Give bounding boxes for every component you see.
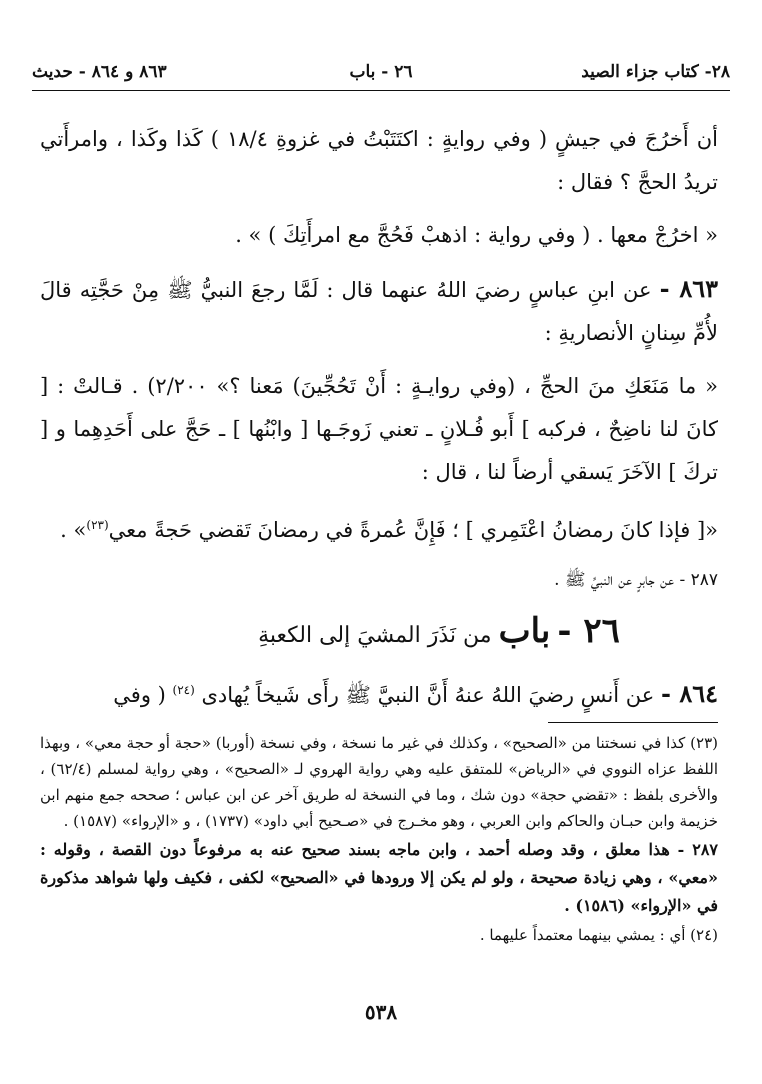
note-287: ٢٨٧ - عن جابرٍ عن النبيِّ ﷺ . (554, 570, 718, 590)
header-divider (32, 90, 730, 91)
page-number: ٥٣٨ (364, 1000, 398, 1024)
paragraph-prophet-reply: « اخرُجْ معها . ( وفي رواية : اذهبْ فَحُجَّ مع امرأَتِكَ ) » . (235, 223, 718, 247)
main-text (40, 118, 718, 727)
umrah-end: » . (60, 518, 87, 542)
footnotes (40, 730, 718, 950)
chapter-title: من نَذَرَ المشيَ إلى الكعبةِ (258, 623, 492, 648)
hadith-863-text: عن ابنِ عباسٍ رضيَ اللهُ عنهما قال : لَمَّا رجعَ النبيُّ ﷺ مِنْ حَجَّتِه قالَ لأُمِّ سِنانٍ الأنصاريةِ : (40, 278, 718, 345)
paragraph-dialogue: « ما مَنَعَكِ منَ الحجِّ ، (وفي روايـةٍ : أَنْ تَحُجِّينَ) مَعنا ؟» ٢/٢٠٠) . قـالتْ : [ كانَ لنا ناضِحٌ ، فركبه ] أَبو فُـلانٍ ـ تعني زَوجَـها [ وابْنُها ] ـ حَجَّ على أَحَدِهِما و [ تركَ ] الآخَرَ يَسقي أرضاً لنا ، قال : (40, 374, 718, 484)
footnote-ref-24[interactable]: (٢٤) (172, 683, 195, 697)
chapter-number: ٢٦ - (557, 611, 620, 651)
header-hadith-range: ٨٦٣ و ٨٦٤ - حديث (32, 62, 167, 82)
header-chapter: ٢٦ - باب (349, 62, 413, 82)
footnote-ref-23[interactable]: (٢٣) (86, 518, 109, 532)
paragraph-continuation: أن أَخرُجَ في جيشٍ ( وفي روايةٍ : اكتَتَبْتُ في غزوةِ ١٨/٤ ) كَذا وكَذا ، وامرأَتي تريدُ الحجَّ ؟ فقال : (40, 127, 718, 194)
hadith-864-number: ٨٦٤ - (661, 679, 718, 708)
footnote-287: ٢٨٧ - هذا معلق ، وقد وصله أحمد ، وابن ماجه بسند صحيح عنه به مرفوعاً دون القصة ، وقوله : «معي» ، وهي زيادة صحيحة ، ولو لم يكن إلا ورودها في «الصحيح» لكفى ، فكيف ولها شواهد مذكورة في «الإرواء» (١٥٨٦) . (40, 840, 719, 915)
chapter-word: باب (498, 611, 551, 651)
footnote-24: (٢٤) أي : يمشي بينهما معتمداً عليهما . (479, 926, 718, 944)
hadith-863 (40, 267, 718, 355)
header-book-title: ٢٨- كتاب جزاء الصيد (581, 62, 730, 82)
hadith-864 (40, 669, 718, 717)
hadith-864-end: ( وفي (113, 683, 166, 707)
footnote-23: (٢٣) كذا في نسختنا من «الصحيح» ، وكذلك في غير ما نسخة ، وفي نسخة (أوربا) «حجة أو حجة معي» ، وبهذا اللفظ عزاه النووي في «الرياض» للمتفق عليه وهي رواية الهروي لـ «الصحيح» ، وهي رواية لمسلم (٦٢/٤) ، والأخرى بلفظ : «تقضي حجة» دون شك ، وما في النسخة له طريق آخر عن ابن عباس ؛ صححه جمع منهم ابن خزيمة وابن حبـان والحاكم وابن العربي ، وهو مخـرج في «صـحيح أبي داود» (١٧٣٧) ، و «الإرواء» (١٥٨٧) . (40, 734, 719, 830)
running-header (32, 58, 730, 90)
hadith-863-number: ٨٦٣ - (659, 274, 718, 303)
chapter-heading (40, 608, 718, 659)
paragraph-umrah (40, 504, 718, 552)
hadith-864-text: عن أَنسٍ رضيَ اللهُ عنهُ أَنَّ النبيَّ ﷺ رأَى شَيخاً يُهادى (201, 683, 655, 707)
umrah-text: «[ فإذا كانَ رمضانُ اعْتَمِري ] ؛ فَإِنَّ عُمرةً في رمضانَ تَقضي حَجةً معي (108, 518, 718, 542)
footnote-divider (548, 722, 718, 723)
